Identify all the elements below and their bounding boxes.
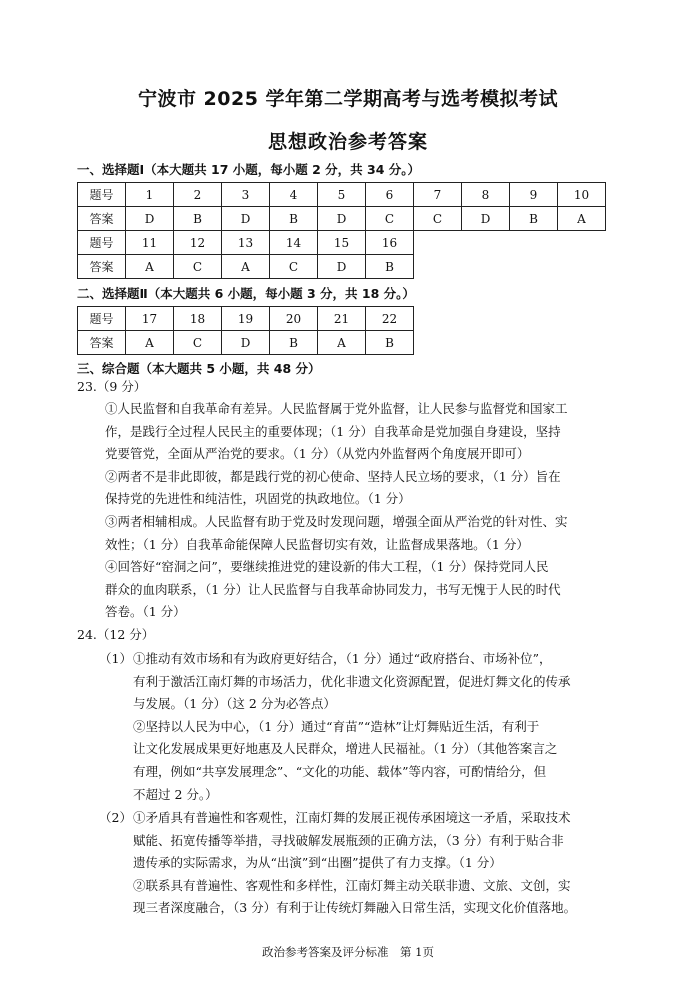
question-cell: 4 — [270, 183, 318, 207]
answer-line: 群众的血肉联系，（1 分）让人民监督与自我革命协同发力，书写无愧于人民的时代 — [105, 581, 561, 597]
answer-cell: B — [270, 207, 318, 231]
question-cell: 22 — [366, 307, 414, 331]
answer-cell: C — [270, 255, 318, 279]
answer-line: 效性；（1 分）自我革命能保障人民监督切实有效，让监督成果落地。（1 分） — [105, 536, 529, 552]
answer-line: 作，是践行全过程人民民主的重要体现；（1 分）自我革命是党加强自身建设，坚持 — [105, 423, 561, 439]
table-row — [78, 307, 414, 331]
question-cell: 12 — [174, 231, 222, 255]
question-cell: 13 — [222, 231, 270, 255]
question-cell: 10 — [558, 183, 606, 207]
answer-line: 现三者深度融合，（3 分）有利于让传统灯舞融入日常生活，实现文化价值落地。 — [133, 900, 577, 916]
row-label-answer: 答案 — [78, 331, 126, 355]
table-row — [78, 183, 606, 207]
answer-cell: D — [222, 207, 270, 231]
answer-cell: C — [174, 331, 222, 355]
answer-cell: B — [510, 207, 558, 231]
q24-part1-label: （1） — [99, 651, 132, 666]
answer-line: ②坚持以人民为中心，（1 分）通过“育苗”“造林”让灯舞贴近生活，有利于 — [133, 718, 540, 734]
answer-cell: A — [126, 331, 174, 355]
answer-cell: B — [366, 331, 414, 355]
section1-heading: 一、选择题Ⅰ（本大题共 17 小题，每小题 2 分，共 34 分。） — [77, 162, 421, 177]
question-cell: 3 — [222, 183, 270, 207]
answer-cell: C — [174, 255, 222, 279]
answer-line: ③两者相辅相成。人民监督有助于党及时发现问题，增强全面从严治党的针对性、实 — [105, 513, 568, 529]
answer-line: 保持党的先进性和纯洁性，巩固党的执政地位。（1 分） — [105, 491, 411, 507]
q24-part2-label: （2） — [99, 810, 132, 825]
row-label-question: 题号 — [78, 307, 126, 331]
question-cell: 17 — [126, 307, 174, 331]
question-cell: 1 — [126, 183, 174, 207]
answer-cell: A — [558, 207, 606, 231]
q24-part2-answer — [133, 807, 576, 920]
answer-line: ④回答好“窑洞之问”，要继续推进党的建设新的伟大工程，（1 分）保持党同人民 — [105, 559, 549, 575]
answer-cell: D — [318, 255, 366, 279]
row-label-question: 题号 — [78, 183, 126, 207]
row-label-answer: 答案 — [78, 255, 126, 279]
question-cell: 5 — [318, 183, 366, 207]
section3-heading: 三、综合题（本大题共 5 小题，共 48 分） — [77, 361, 321, 376]
q23-number: 23.（9 分） — [77, 379, 147, 394]
answer-line: 党要管党，全面从严治党的要求。（1 分）（从党内外监督两个角度展开即可） — [105, 446, 530, 462]
answer-line: 有理，例如“共享发展理念”、“文化的功能、载体”等内容，可酌情给分，但 — [133, 763, 547, 779]
answer-cell: C — [414, 207, 462, 231]
answer-line: ①人民监督和自我革命有差异。人民监督属于党外监督，让人民参与监督党和国家工 — [105, 401, 568, 416]
answer-line: 与发展。（1 分）（这 2 分为必答点） — [133, 696, 336, 712]
table-row — [78, 331, 414, 355]
answer-cell: A — [126, 255, 174, 279]
question-cell: 19 — [222, 307, 270, 331]
row-label-question: 题号 — [78, 231, 126, 255]
section2-heading: 二、选择题Ⅱ（本大题共 6 小题，每小题 3 分，共 18 分。） — [77, 286, 415, 301]
answer-line: 让文化发展成果更好地惠及人民群众，增进人民福祉。（1 分）（其他答案言之 — [133, 741, 558, 757]
question-cell: 20 — [270, 307, 318, 331]
answer-cell: C — [366, 207, 414, 231]
answer-cell: B — [174, 207, 222, 231]
answer-cell: D — [126, 207, 174, 231]
q24-number: 24.（12 分） — [77, 627, 155, 642]
q24-part1-answer — [133, 648, 571, 806]
answer-line: 答卷。（1 分） — [105, 604, 186, 620]
table-row — [78, 231, 606, 255]
section1-table — [77, 182, 606, 279]
answer-line: ②联系具有普遍性、客观性和多样性，江南灯舞主动关联非遗、文旅、文创，实 — [133, 877, 571, 893]
answer-cell: D — [222, 331, 270, 355]
answer-cell: D — [318, 207, 366, 231]
answer-cell: A — [222, 255, 270, 279]
answer-line: 不超过 2 分。） — [133, 786, 218, 802]
table-row — [78, 255, 606, 279]
answer-line: ②两者不是非此即彼，都是践行党的初心使命、坚持人民立场的要求，（1 分）旨在 — [105, 468, 561, 484]
question-cell: 15 — [318, 231, 366, 255]
question-cell: 16 — [366, 231, 414, 255]
answer-cell: B — [366, 255, 414, 279]
answer-line: 遗传承的实际需求，为从“出演”到“出圈”提供了有力支撑。（1 分） — [133, 855, 502, 871]
table-row — [78, 207, 606, 231]
row-label-answer: 答案 — [78, 207, 126, 231]
q23-answer — [105, 398, 568, 624]
answer-line: ①推动有效市场和有为政府更好结合，（1 分）通过“政府搭台、市场补位”， — [133, 651, 552, 666]
exam-subtitle: 思想政治参考答案 — [267, 131, 428, 153]
question-cell: 21 — [318, 307, 366, 331]
answer-cell: B — [270, 331, 318, 355]
question-cell: 2 — [174, 183, 222, 207]
answer-line: ①矛盾具有普遍性和客观性，江南灯舞的发展正视传承困境这一矛盾，采取技术 — [133, 810, 571, 825]
question-cell: 14 — [270, 231, 318, 255]
question-cell: 8 — [462, 183, 510, 207]
section2-table — [77, 306, 414, 355]
question-cell: 7 — [414, 183, 462, 207]
answer-line: 有利于激活江南灯舞的市场活力，优化非遗文化资源配置，促进灯舞文化的传承 — [133, 673, 571, 689]
answer-line: 赋能、拓宽传播等举措，寻找破解发展瓶颈的正确方法，（3 分）有利于贴合非 — [133, 832, 564, 848]
question-cell: 6 — [366, 183, 414, 207]
question-cell: 9 — [510, 183, 558, 207]
page-footer: 政治参考答案及评分标准 第 1页 — [262, 945, 434, 959]
answer-cell: A — [318, 331, 366, 355]
exam-title: 宁波市 2025 学年第二学期高考与选考模拟考试 — [137, 88, 559, 110]
question-cell: 11 — [126, 231, 174, 255]
question-cell: 18 — [174, 307, 222, 331]
answer-cell: D — [462, 207, 510, 231]
